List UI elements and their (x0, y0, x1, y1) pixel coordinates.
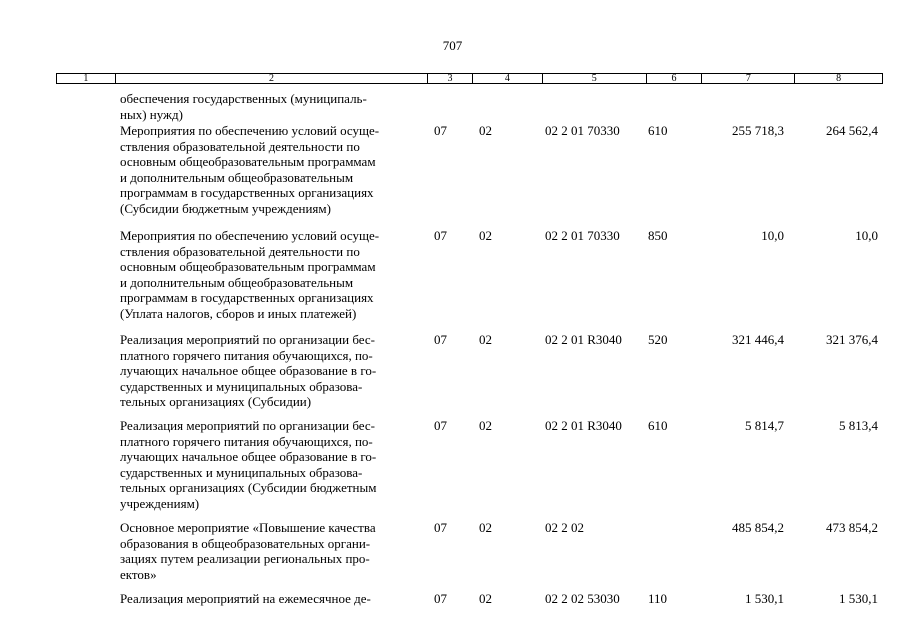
row-amount-1: 485 854,2 (732, 520, 784, 535)
row-description: Реализация мероприятий по организации бес- платного горячего питания обучающихся, по- лучающих начальное общее образование в го- сударственных и муниципальных образова- тельных организациях (Субсидии) (120, 332, 377, 410)
row-target-article: 02 2 01 70330 (545, 228, 620, 243)
row-section: 07 (434, 123, 447, 138)
page-number: 707 (442, 38, 463, 53)
row-subsection: 02 (479, 591, 492, 606)
table-header (56, 73, 883, 84)
row-amount-2: 5 813,4 (839, 418, 878, 433)
row-amount-1: 10,0 (761, 228, 784, 243)
header-col-7: 7 (702, 74, 795, 83)
header-col-6: 6 (647, 74, 703, 83)
row-target-article: 02 2 02 53030 (545, 591, 620, 606)
header-col-1: 1 (57, 74, 116, 83)
row-target-article: 02 2 01 R3040 (545, 332, 622, 347)
row-amount-2: 321 376,4 (826, 332, 878, 347)
row-target-article: 02 2 01 70330 (545, 123, 620, 138)
row-description: обеспечения государственных (муниципаль- ных) нужд) (120, 91, 367, 122)
row-section: 07 (434, 418, 447, 433)
row-amount-2: 473 854,2 (826, 520, 878, 535)
row-expense-type: 110 (648, 591, 668, 606)
row-amount-2: 10,0 (855, 228, 878, 243)
row-subsection: 02 (479, 123, 492, 138)
row-expense-type: 610 (648, 123, 668, 138)
row-amount-1: 5 814,7 (745, 418, 784, 433)
row-description: Реализация мероприятий на ежемесячное де- (120, 591, 371, 606)
row-amount-2: 1 530,1 (839, 591, 878, 606)
row-section: 07 (434, 520, 447, 535)
row-description: Основное мероприятие «Повышение качества образования в общеобразовательных органи- зациях путем реализации региональных про- ектов» (120, 520, 376, 582)
header-col-8: 8 (836, 73, 842, 84)
row-amount-1: 1 530,1 (745, 591, 784, 606)
row-expense-type: 610 (648, 418, 668, 433)
header-col-4: 4 (473, 74, 543, 83)
row-description: Мероприятия по обеспечению условий осуще- ствления образовательной деятельности по основным общеобразовательным программам и дополнительным общеобразовательным программам в государственных организациях (Субсидии бюджетным учреждениям) (120, 123, 380, 216)
row-amount-1: 321 446,4 (732, 332, 784, 347)
row-description: Реализация мероприятий по организации бес- платного горячего питания обучающихся, по- лучающих начальное общее образование в го- сударственных и муниципальных образова- тельных организациях (Субсидии бюджетным учреждениям) (120, 418, 377, 511)
header-col-2: 2 (116, 74, 428, 83)
row-subsection: 02 (479, 332, 492, 347)
row-section: 07 (434, 228, 447, 243)
row-expense-type: 520 (648, 332, 668, 347)
row-target-article: 02 2 02 (545, 520, 584, 535)
row-subsection: 02 (479, 520, 492, 535)
row-section: 07 (434, 591, 447, 606)
row-amount-1: 255 718,3 (732, 123, 784, 138)
row-section: 07 (434, 332, 447, 347)
row-description: Мероприятия по обеспечению условий осуще- ствления образовательной деятельности по основным общеобразовательным программам и дополнительным общеобразовательным программам в государственных организациях (Уплата налогов, сборов и иных платежей) (120, 228, 380, 321)
row-subsection: 02 (479, 418, 492, 433)
row-amount-2: 264 562,4 (826, 123, 878, 138)
row-expense-type: 850 (648, 228, 668, 243)
header-col-5: 5 (543, 74, 647, 83)
row-target-article: 02 2 01 R3040 (545, 418, 622, 433)
row-subsection: 02 (479, 228, 492, 243)
header-col-3: 3 (428, 74, 473, 83)
